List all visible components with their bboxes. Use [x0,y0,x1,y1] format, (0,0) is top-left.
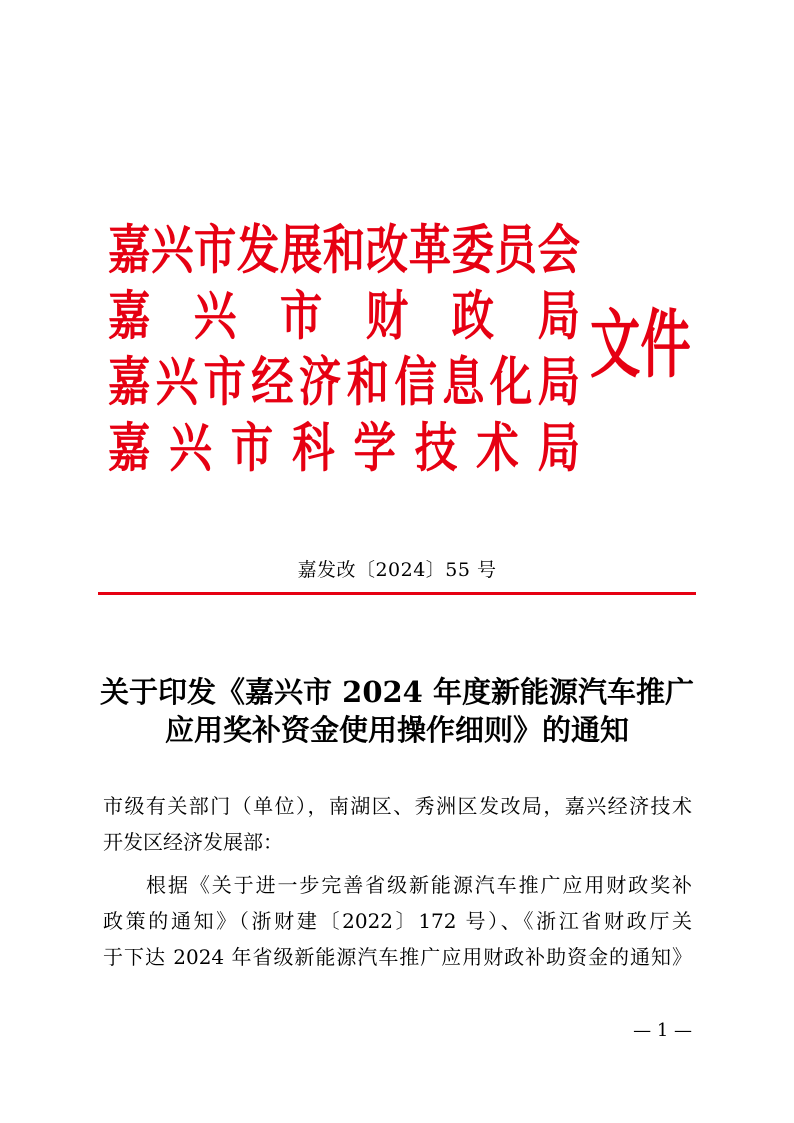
body-paragraph [103,867,692,975]
document-title [60,673,734,749]
paragraph-line: 于下达 2024 年省级新能源汽车推广应用财政补助资金的通知》 [103,945,692,969]
document-body [103,788,692,975]
page-number: — 1 — [633,1020,692,1041]
paragraph-line: 政策的通知》（浙财建〔2022〕172 号）、《浙江省财政厅关 [103,909,692,933]
paragraph-line: 根据《关于进一步完善省级新能源汽车推广应用财政奖补 [146,873,692,897]
addressee [103,788,692,860]
issuer-economy-information-bureau: 嘉兴市经济和信息化局 [108,351,580,413]
document-type-label: 文件 [590,302,691,388]
document-number: 嘉发改〔2024〕55 号 [297,559,497,581]
title-line: 应用奖补资金使用操作细则》的通知 [164,713,629,747]
issuer-development-reform-commission: 嘉兴市发展和改革委员会 [108,219,580,281]
issuer-header [108,217,580,481]
addressee-line: 市级有关部门（单位），南湖区、秀洲区发改局，嘉兴经济技术 [103,794,692,818]
title-line: 关于印发《嘉兴市 2024 年度新能源汽车推广 [100,675,694,709]
red-divider-line [98,592,696,595]
issuer-finance-bureau: 嘉 兴 市 财 政 局 [108,285,580,347]
addressee-line: 开发区经济发展部： [103,830,283,854]
issuer-science-technology-bureau: 嘉 兴 市 科 学 技 术 局 [108,417,580,479]
